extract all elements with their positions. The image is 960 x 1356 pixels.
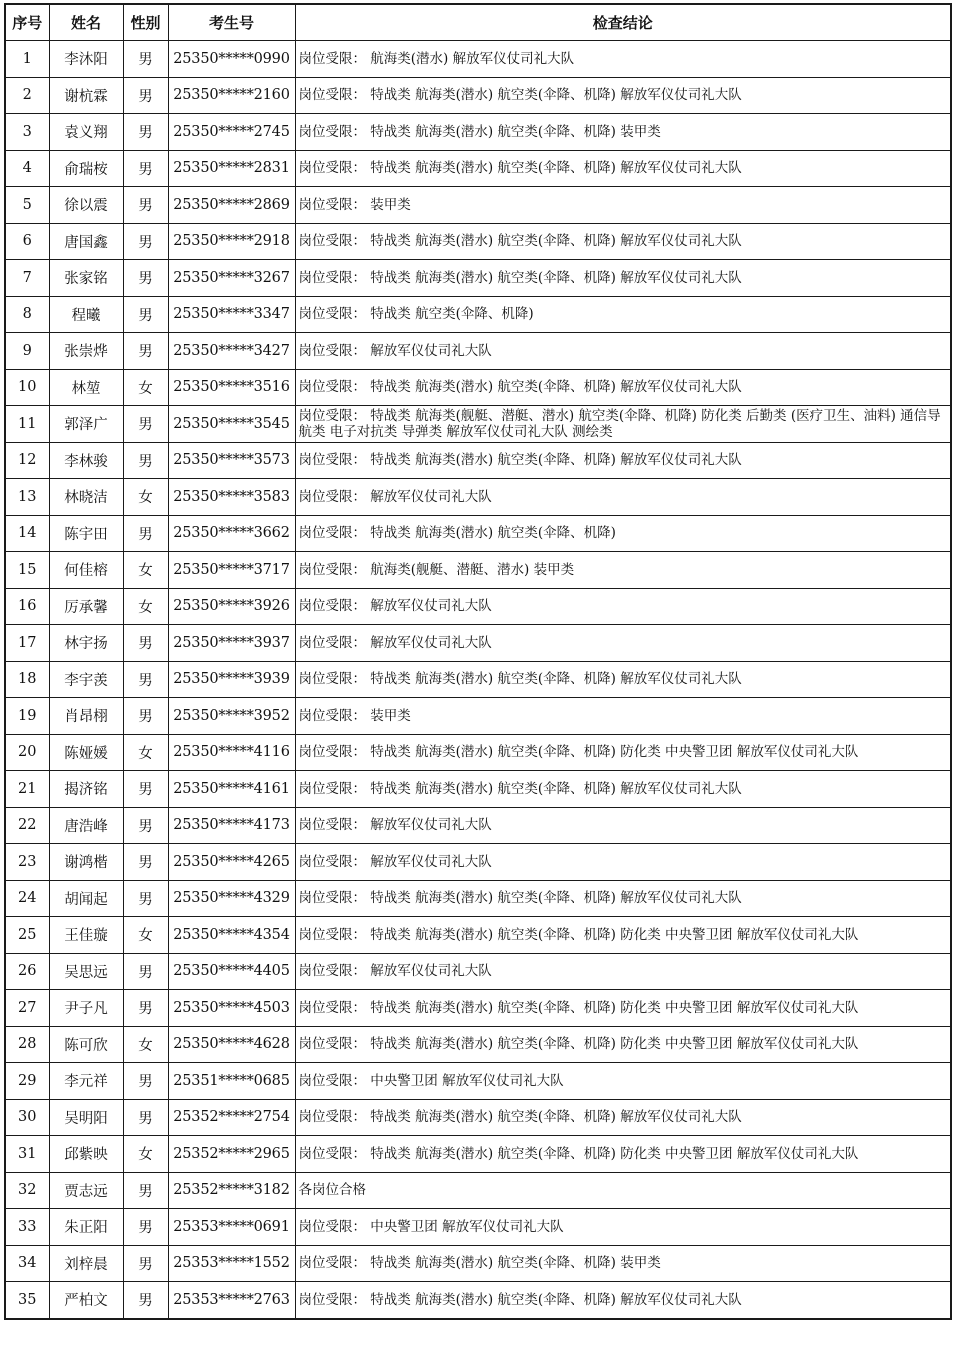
cell-result: 岗位受限： 特战类 航海类(潜水) 航空类(伞降、机降) 防化类 中央警卫团 解放军仪仗司礼大队: [295, 917, 951, 954]
table-row: [5, 953, 951, 990]
cell-index: 25: [5, 917, 49, 954]
cell-gender: 女: [123, 1026, 168, 1063]
cell-name: 揭济铭: [49, 771, 123, 808]
cell-exam-id: 25350*****3717: [168, 552, 295, 589]
table-row: [5, 588, 951, 625]
cell-name: 何佳榕: [49, 552, 123, 589]
cell-exam-id: 25350*****4265: [168, 844, 295, 881]
cell-index: 26: [5, 953, 49, 990]
cell-gender: 男: [123, 442, 168, 479]
table-row: [5, 515, 951, 552]
cell-gender: 男: [123, 77, 168, 114]
cell-name: 陈娅媛: [49, 734, 123, 771]
cell-index: 11: [5, 406, 49, 443]
cell-exam-id: 25352*****3182: [168, 1172, 295, 1209]
table-row: [5, 880, 951, 917]
cell-result: 岗位受限： 装甲类: [295, 187, 951, 224]
cell-index: 32: [5, 1172, 49, 1209]
table-row: [5, 1099, 951, 1136]
cell-result: 岗位受限： 解放军仪仗司礼大队: [295, 479, 951, 516]
results-sheet: [4, 3, 950, 1320]
cell-gender: 男: [123, 953, 168, 990]
cell-gender: 男: [123, 114, 168, 151]
cell-result: 岗位受限： 特战类 航海类(潜水) 航空类(伞降、机降) 解放军仪仗司礼大队: [295, 1099, 951, 1136]
cell-gender: 男: [123, 807, 168, 844]
table-row: [5, 369, 951, 406]
cell-result: 岗位受限： 特战类 航海类(潜水) 航空类(伞降、机降) 解放军仪仗司礼大队: [295, 150, 951, 187]
table-row: [5, 1245, 951, 1282]
cell-exam-id: 25350*****3937: [168, 625, 295, 662]
cell-gender: 男: [123, 625, 168, 662]
table-row: [5, 114, 951, 151]
table-row: [5, 734, 951, 771]
table-row: [5, 661, 951, 698]
cell-name: 贾志远: [49, 1172, 123, 1209]
cell-name: 王佳璇: [49, 917, 123, 954]
cell-name: 李林骏: [49, 442, 123, 479]
cell-index: 3: [5, 114, 49, 151]
cell-name: 袁义翔: [49, 114, 123, 151]
header-name: 姓名: [49, 4, 123, 41]
cell-result: 岗位受限： 特战类 航海类(舰艇、潜艇、潜水) 航空类(伞降、机降) 防化类 后勤类 (医疗卫生、油料) 通信导航类 电子对抗类 导弹类 解放军仪仗司礼大队 测绘类: [295, 406, 951, 443]
table-row: [5, 1209, 951, 1246]
table-row: [5, 807, 951, 844]
cell-exam-id: 25350*****3662: [168, 515, 295, 552]
cell-name: 谢杭霖: [49, 77, 123, 114]
cell-name: 程曦: [49, 296, 123, 333]
cell-name: 吴思远: [49, 953, 123, 990]
cell-index: 9: [5, 333, 49, 370]
cell-index: 18: [5, 661, 49, 698]
cell-exam-id: 25352*****2754: [168, 1099, 295, 1136]
cell-index: 19: [5, 698, 49, 735]
cell-result: 岗位受限： 特战类 航海类(潜水) 航空类(伞降、机降) 防化类 中央警卫团 解放军仪仗司礼大队: [295, 990, 951, 1027]
cell-exam-id: 25350*****2745: [168, 114, 295, 151]
cell-index: 7: [5, 260, 49, 297]
cell-gender: 男: [123, 1245, 168, 1282]
table-row: [5, 77, 951, 114]
cell-gender: 男: [123, 844, 168, 881]
cell-result: 岗位受限： 特战类 航海类(潜水) 航空类(伞降、机降) 解放军仪仗司礼大队: [295, 77, 951, 114]
cell-name: 唐浩峰: [49, 807, 123, 844]
cell-index: 13: [5, 479, 49, 516]
cell-index: 22: [5, 807, 49, 844]
cell-index: 33: [5, 1209, 49, 1246]
cell-exam-id: 25353*****0691: [168, 1209, 295, 1246]
cell-index: 14: [5, 515, 49, 552]
cell-gender: 男: [123, 880, 168, 917]
cell-exam-id: 25350*****3267: [168, 260, 295, 297]
table-row: [5, 625, 951, 662]
cell-gender: 男: [123, 698, 168, 735]
cell-exam-id: 25350*****4503: [168, 990, 295, 1027]
cell-exam-id: 25350*****2160: [168, 77, 295, 114]
table-row: [5, 917, 951, 954]
cell-exam-id: 25350*****3939: [168, 661, 295, 698]
cell-name: 徐以震: [49, 187, 123, 224]
cell-index: 24: [5, 880, 49, 917]
cell-exam-id: 25350*****4354: [168, 917, 295, 954]
cell-gender: 女: [123, 1136, 168, 1173]
cell-result: 岗位受限： 解放军仪仗司礼大队: [295, 953, 951, 990]
cell-gender: 男: [123, 771, 168, 808]
cell-gender: 男: [123, 990, 168, 1027]
table-row: [5, 1063, 951, 1100]
table-row: [5, 1172, 951, 1209]
cell-name: 李沐阳: [49, 41, 123, 78]
cell-gender: 女: [123, 552, 168, 589]
cell-result: 岗位受限： 特战类 航海类(潜水) 航空类(伞降、机降) 装甲类: [295, 114, 951, 151]
cell-gender: 男: [123, 187, 168, 224]
cell-gender: 男: [123, 296, 168, 333]
cell-result: 岗位受限： 解放军仪仗司礼大队: [295, 588, 951, 625]
cell-exam-id: 25350*****3573: [168, 442, 295, 479]
cell-name: 胡闻起: [49, 880, 123, 917]
cell-index: 31: [5, 1136, 49, 1173]
cell-result: 岗位受限： 特战类 航海类(潜水) 航空类(伞降、机降) 解放军仪仗司礼大队: [295, 1282, 951, 1319]
table-body: [5, 41, 951, 1319]
table-row: [5, 990, 951, 1027]
header-result: 检查结论: [295, 4, 951, 41]
cell-name: 陈宇田: [49, 515, 123, 552]
cell-index: 34: [5, 1245, 49, 1282]
cell-exam-id: 25350*****4173: [168, 807, 295, 844]
cell-index: 2: [5, 77, 49, 114]
cell-result: 岗位受限： 解放军仪仗司礼大队: [295, 844, 951, 881]
cell-gender: 女: [123, 917, 168, 954]
cell-result: 岗位受限： 特战类 航海类(潜水) 航空类(伞降、机降) 解放军仪仗司礼大队: [295, 442, 951, 479]
cell-index: 21: [5, 771, 49, 808]
cell-result: 岗位受限： 航海类(舰艇、潜艇、潜水) 装甲类: [295, 552, 951, 589]
cell-result: 岗位受限： 解放军仪仗司礼大队: [295, 333, 951, 370]
table-row: [5, 479, 951, 516]
table-row: [5, 771, 951, 808]
cell-result: 岗位受限： 特战类 航海类(潜水) 航空类(伞降、机降) 防化类 中央警卫团 解放军仪仗司礼大队: [295, 1136, 951, 1173]
cell-gender: 男: [123, 260, 168, 297]
table-row: [5, 333, 951, 370]
cell-exam-id: 25350*****4329: [168, 880, 295, 917]
cell-index: 20: [5, 734, 49, 771]
cell-exam-id: 25350*****3583: [168, 479, 295, 516]
cell-name: 陈可欣: [49, 1026, 123, 1063]
cell-gender: 女: [123, 369, 168, 406]
cell-gender: 男: [123, 333, 168, 370]
cell-result: 岗位受限： 特战类 航海类(潜水) 航空类(伞降、机降) 解放军仪仗司礼大队: [295, 260, 951, 297]
cell-exam-id: 25352*****2965: [168, 1136, 295, 1173]
cell-name: 林宇扬: [49, 625, 123, 662]
cell-result: 岗位受限： 特战类 航海类(潜水) 航空类(伞降、机降) 装甲类: [295, 1245, 951, 1282]
table-row: [5, 442, 951, 479]
header-index: 序号: [5, 4, 49, 41]
cell-index: 27: [5, 990, 49, 1027]
cell-index: 29: [5, 1063, 49, 1100]
cell-exam-id: 25350*****4405: [168, 953, 295, 990]
cell-index: 10: [5, 369, 49, 406]
cell-exam-id: 25350*****3347: [168, 296, 295, 333]
results-table: [4, 3, 952, 1320]
cell-name: 谢鸿楷: [49, 844, 123, 881]
cell-exam-id: 25353*****2763: [168, 1282, 295, 1319]
cell-result: 岗位受限： 解放军仪仗司礼大队: [295, 625, 951, 662]
cell-index: 5: [5, 187, 49, 224]
cell-result: 岗位受限： 航海类(潜水) 解放军仪仗司礼大队: [295, 41, 951, 78]
table-row: [5, 150, 951, 187]
cell-exam-id: 25350*****4161: [168, 771, 295, 808]
cell-result: 各岗位合格: [295, 1172, 951, 1209]
table-row: [5, 406, 951, 443]
cell-gender: 男: [123, 1209, 168, 1246]
cell-gender: 男: [123, 1172, 168, 1209]
cell-index: 8: [5, 296, 49, 333]
cell-gender: 男: [123, 1099, 168, 1136]
cell-index: 35: [5, 1282, 49, 1319]
cell-name: 肖昂栩: [49, 698, 123, 735]
cell-index: 15: [5, 552, 49, 589]
table-row: [5, 223, 951, 260]
cell-name: 张家铭: [49, 260, 123, 297]
cell-index: 28: [5, 1026, 49, 1063]
cell-result: 岗位受限： 特战类 航海类(潜水) 航空类(伞降、机降) 解放军仪仗司礼大队: [295, 369, 951, 406]
cell-index: 6: [5, 223, 49, 260]
cell-gender: 男: [123, 150, 168, 187]
table-row: [5, 1282, 951, 1319]
cell-exam-id: 25350*****3427: [168, 333, 295, 370]
cell-result: 岗位受限： 特战类 航海类(潜水) 航空类(伞降、机降) 解放军仪仗司礼大队: [295, 771, 951, 808]
cell-name: 邱紫映: [49, 1136, 123, 1173]
cell-exam-id: 25350*****0990: [168, 41, 295, 78]
cell-result: 岗位受限： 装甲类: [295, 698, 951, 735]
cell-result: 岗位受限： 特战类 航海类(潜水) 航空类(伞降、机降) 防化类 中央警卫团 解放军仪仗司礼大队: [295, 1026, 951, 1063]
table-row: [5, 1026, 951, 1063]
cell-result: 岗位受限： 特战类 航海类(潜水) 航空类(伞降、机降): [295, 515, 951, 552]
cell-gender: 女: [123, 734, 168, 771]
header-gender: 性别: [123, 4, 168, 41]
cell-gender: 女: [123, 479, 168, 516]
cell-gender: 男: [123, 661, 168, 698]
cell-gender: 男: [123, 41, 168, 78]
cell-result: 岗位受限： 中央警卫团 解放军仪仗司礼大队: [295, 1063, 951, 1100]
cell-name: 李宇羡: [49, 661, 123, 698]
header-row: [5, 4, 951, 41]
cell-gender: 女: [123, 588, 168, 625]
cell-exam-id: 25350*****3926: [168, 588, 295, 625]
cell-gender: 男: [123, 223, 168, 260]
cell-index: 16: [5, 588, 49, 625]
cell-gender: 男: [123, 1063, 168, 1100]
cell-exam-id: 25350*****3952: [168, 698, 295, 735]
cell-index: 4: [5, 150, 49, 187]
cell-name: 刘梓晨: [49, 1245, 123, 1282]
cell-name: 郭泽广: [49, 406, 123, 443]
table-row: [5, 187, 951, 224]
cell-exam-id: 25350*****2831: [168, 150, 295, 187]
cell-result: 岗位受限： 解放军仪仗司礼大队: [295, 807, 951, 844]
cell-result: 岗位受限： 特战类 航海类(潜水) 航空类(伞降、机降) 解放军仪仗司礼大队: [295, 661, 951, 698]
cell-name: 李元祥: [49, 1063, 123, 1100]
header-exam-id: 考生号: [168, 4, 295, 41]
cell-name: 厉承馨: [49, 588, 123, 625]
table-row: [5, 41, 951, 78]
cell-result: 岗位受限： 特战类 航海类(潜水) 航空类(伞降、机降) 防化类 中央警卫团 解放军仪仗司礼大队: [295, 734, 951, 771]
cell-name: 林晓洁: [49, 479, 123, 516]
cell-name: 尹子凡: [49, 990, 123, 1027]
cell-name: 朱正阳: [49, 1209, 123, 1246]
cell-exam-id: 25350*****2918: [168, 223, 295, 260]
cell-index: 30: [5, 1099, 49, 1136]
cell-result: 岗位受限： 特战类 航海类(潜水) 航空类(伞降、机降) 解放军仪仗司礼大队: [295, 880, 951, 917]
table-row: [5, 552, 951, 589]
cell-name: 吴明阳: [49, 1099, 123, 1136]
cell-exam-id: 25350*****4116: [168, 734, 295, 771]
cell-gender: 男: [123, 1282, 168, 1319]
cell-name: 唐国鑫: [49, 223, 123, 260]
cell-index: 17: [5, 625, 49, 662]
cell-gender: 男: [123, 515, 168, 552]
cell-name: 林堃: [49, 369, 123, 406]
cell-index: 12: [5, 442, 49, 479]
cell-index: 23: [5, 844, 49, 881]
table-row: [5, 296, 951, 333]
cell-exam-id: 25350*****3545: [168, 406, 295, 443]
cell-name: 严柏文: [49, 1282, 123, 1319]
cell-result: 岗位受限： 中央警卫团 解放军仪仗司礼大队: [295, 1209, 951, 1246]
cell-gender: 男: [123, 406, 168, 443]
table-row: [5, 698, 951, 735]
cell-exam-id: 25350*****3516: [168, 369, 295, 406]
table-row: [5, 844, 951, 881]
cell-index: 1: [5, 41, 49, 78]
cell-exam-id: 25350*****4628: [168, 1026, 295, 1063]
cell-exam-id: 25351*****0685: [168, 1063, 295, 1100]
table-row: [5, 1136, 951, 1173]
cell-exam-id: 25350*****2869: [168, 187, 295, 224]
cell-name: 俞瑞桉: [49, 150, 123, 187]
cell-exam-id: 25353*****1552: [168, 1245, 295, 1282]
table-row: [5, 260, 951, 297]
cell-result: 岗位受限： 特战类 航海类(潜水) 航空类(伞降、机降) 解放军仪仗司礼大队: [295, 223, 951, 260]
cell-name: 张崇烨: [49, 333, 123, 370]
cell-result: 岗位受限： 特战类 航空类(伞降、机降): [295, 296, 951, 333]
